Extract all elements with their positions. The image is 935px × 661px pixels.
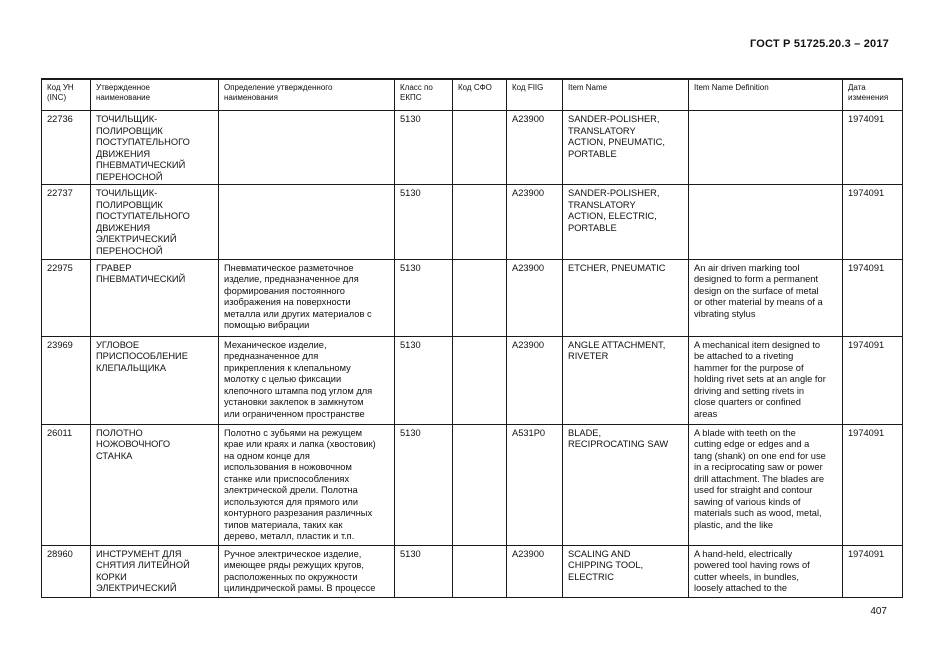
approved-name-cell: УГЛОВОЕ ПРИСПОСОБЛЕНИЕ КЛЕПАЛЬЩИКА bbox=[91, 336, 219, 424]
item-name-cell: SCALING AND CHIPPING TOOL, ELECTRIC bbox=[563, 545, 689, 597]
class-cell: 5130 bbox=[395, 545, 453, 597]
definition-cell: Полотно с зубьями на режущем крае или краях и лапка (хвостовик) на одном конце для использования в ножовочном станке или приспособлениях электрической дрели. Полотна используются для прямого или контурного разрезания различных типов материала, таких как дерево, металл, пластик и т.п. bbox=[219, 424, 395, 545]
column-header-item-name: Item Name bbox=[563, 79, 689, 111]
inc-cell: 22736 bbox=[42, 111, 91, 185]
column-header-fiig: Код FIIG bbox=[507, 79, 563, 111]
item-name-cell: BLADE, RECIPROCATING SAW bbox=[563, 424, 689, 545]
class-cell: 5130 bbox=[395, 259, 453, 336]
approved-name-cell: ГРАВЕР ПНЕВМАТИЧЕСКИЙ bbox=[91, 259, 219, 336]
fiig-cell: A23900 bbox=[507, 259, 563, 336]
fiig-cell: A531P0 bbox=[507, 424, 563, 545]
item-name-definition-cell: A hand-held, electrically powered tool having rows of cutter wheels, in bundles, loosely attached to the bbox=[689, 545, 843, 597]
item-name-cell: ETCHER, PNEUMATIC bbox=[563, 259, 689, 336]
class-cell: 5130 bbox=[395, 336, 453, 424]
items-table bbox=[41, 78, 903, 598]
definition-cell: Ручное электрическое изделие, имеющее ряды режущих кругов, расположенных по окружности цилиндрической рамы. В процессе bbox=[219, 545, 395, 597]
column-header-approved-name: Утвержденное наименование bbox=[91, 79, 219, 111]
column-header-inc: Код УН (INC) bbox=[42, 79, 91, 111]
item-name-definition-cell: An air driven marking tool designed to form a permanent design on the surface of metal or other material by means of a vibrating stylus bbox=[689, 259, 843, 336]
table-row bbox=[42, 185, 903, 259]
definition-cell bbox=[219, 185, 395, 259]
inc-cell: 23969 bbox=[42, 336, 91, 424]
sfo-cell bbox=[453, 111, 507, 185]
column-header-date: Дата изменения bbox=[843, 79, 903, 111]
table-row bbox=[42, 424, 903, 545]
item-name-cell: SANDER-POLISHER, TRANSLATORY ACTION, PNEUMATIC, PORTABLE bbox=[563, 111, 689, 185]
class-cell: 5130 bbox=[395, 424, 453, 545]
table-header-row bbox=[42, 79, 903, 111]
date-cell: 1974091 bbox=[843, 336, 903, 424]
sfo-cell bbox=[453, 424, 507, 545]
fiig-cell: A23900 bbox=[507, 336, 563, 424]
class-cell: 5130 bbox=[395, 185, 453, 259]
class-cell: 5130 bbox=[395, 111, 453, 185]
document-header: ГОСТ Р 51725.20.3 – 2017 bbox=[749, 38, 889, 50]
fiig-cell: A23900 bbox=[507, 185, 563, 259]
column-header-item-name-definition: Item Name Definition bbox=[689, 79, 843, 111]
definition-cell: Пневматическое разметочное изделие, предназначенное для формирования постоянного изображения на поверхности металла или других материалов с помощью вибрации bbox=[219, 259, 395, 336]
inc-cell: 28960 bbox=[42, 545, 91, 597]
date-cell: 1974091 bbox=[843, 545, 903, 597]
fiig-cell: A23900 bbox=[507, 545, 563, 597]
item-name-definition-cell: A blade with teeth on the cutting edge or edges and a tang (shank) on one end for use in a reciprocating saw or power drill attachment. The blades are used for straight and contour sawing of various kinds of materials such as wood, metal, plastic, and the like bbox=[689, 424, 843, 545]
sfo-cell bbox=[453, 259, 507, 336]
item-name-definition-cell: A mechanical item designed to be attached to a riveting hammer for the purpose of holding rivet sets at an angle for driving and setting rivets in close quarters or confined areas bbox=[689, 336, 843, 424]
sfo-cell bbox=[453, 545, 507, 597]
approved-name-cell: ИНСТРУМЕНТ ДЛЯ СНЯТИЯ ЛИТЕЙНОЙ КОРКИ ЭЛЕКТРИЧЕСКИЙ bbox=[91, 545, 219, 597]
definition-cell: Механическое изделие, предназначенное для прикрепления к клепальному молотку с целью фиксации клепочного штампа под углом для установки заклепок в замкнутом или ограниченном пространстве bbox=[219, 336, 395, 424]
inc-cell: 22737 bbox=[42, 185, 91, 259]
table-row bbox=[42, 111, 903, 185]
item-name-definition-cell bbox=[689, 185, 843, 259]
item-name-definition-cell bbox=[689, 111, 843, 185]
date-cell: 1974091 bbox=[843, 111, 903, 185]
approved-name-cell: ПОЛОТНО НОЖОВОЧНОГО СТАНКА bbox=[91, 424, 219, 545]
inc-cell: 22975 bbox=[42, 259, 91, 336]
table-row bbox=[42, 336, 903, 424]
fiig-cell: A23900 bbox=[507, 111, 563, 185]
definition-cell bbox=[219, 111, 395, 185]
date-cell: 1974091 bbox=[843, 259, 903, 336]
page-number: 407 bbox=[870, 606, 887, 617]
column-header-sfo: Код СФО bbox=[453, 79, 507, 111]
column-header-class: Класс по ЕКПС bbox=[395, 79, 453, 111]
inc-cell: 26011 bbox=[42, 424, 91, 545]
item-name-cell: SANDER-POLISHER, TRANSLATORY ACTION, ELECTRIC, PORTABLE bbox=[563, 185, 689, 259]
sfo-cell bbox=[453, 185, 507, 259]
table-row bbox=[42, 259, 903, 336]
date-cell: 1974091 bbox=[843, 424, 903, 545]
sfo-cell bbox=[453, 336, 507, 424]
approved-name-cell: ТОЧИЛЬЩИК- ПОЛИРОВЩИК ПОСТУПАТЕЛЬНОГО ДВИЖЕНИЯ ПНЕВМАТИЧЕСКИЙ ПЕРЕНОСНОЙ bbox=[91, 111, 219, 185]
column-header-definition: Определение утвержденного наименования bbox=[219, 79, 395, 111]
approved-name-cell: ТОЧИЛЬЩИК- ПОЛИРОВЩИК ПОСТУПАТЕЛЬНОГО ДВИЖЕНИЯ ЭЛЕКТРИЧЕСКИЙ ПЕРЕНОСНОЙ bbox=[91, 185, 219, 259]
item-name-cell: ANGLE ATTACHMENT, RIVETER bbox=[563, 336, 689, 424]
table-row bbox=[42, 545, 903, 597]
date-cell: 1974091 bbox=[843, 185, 903, 259]
